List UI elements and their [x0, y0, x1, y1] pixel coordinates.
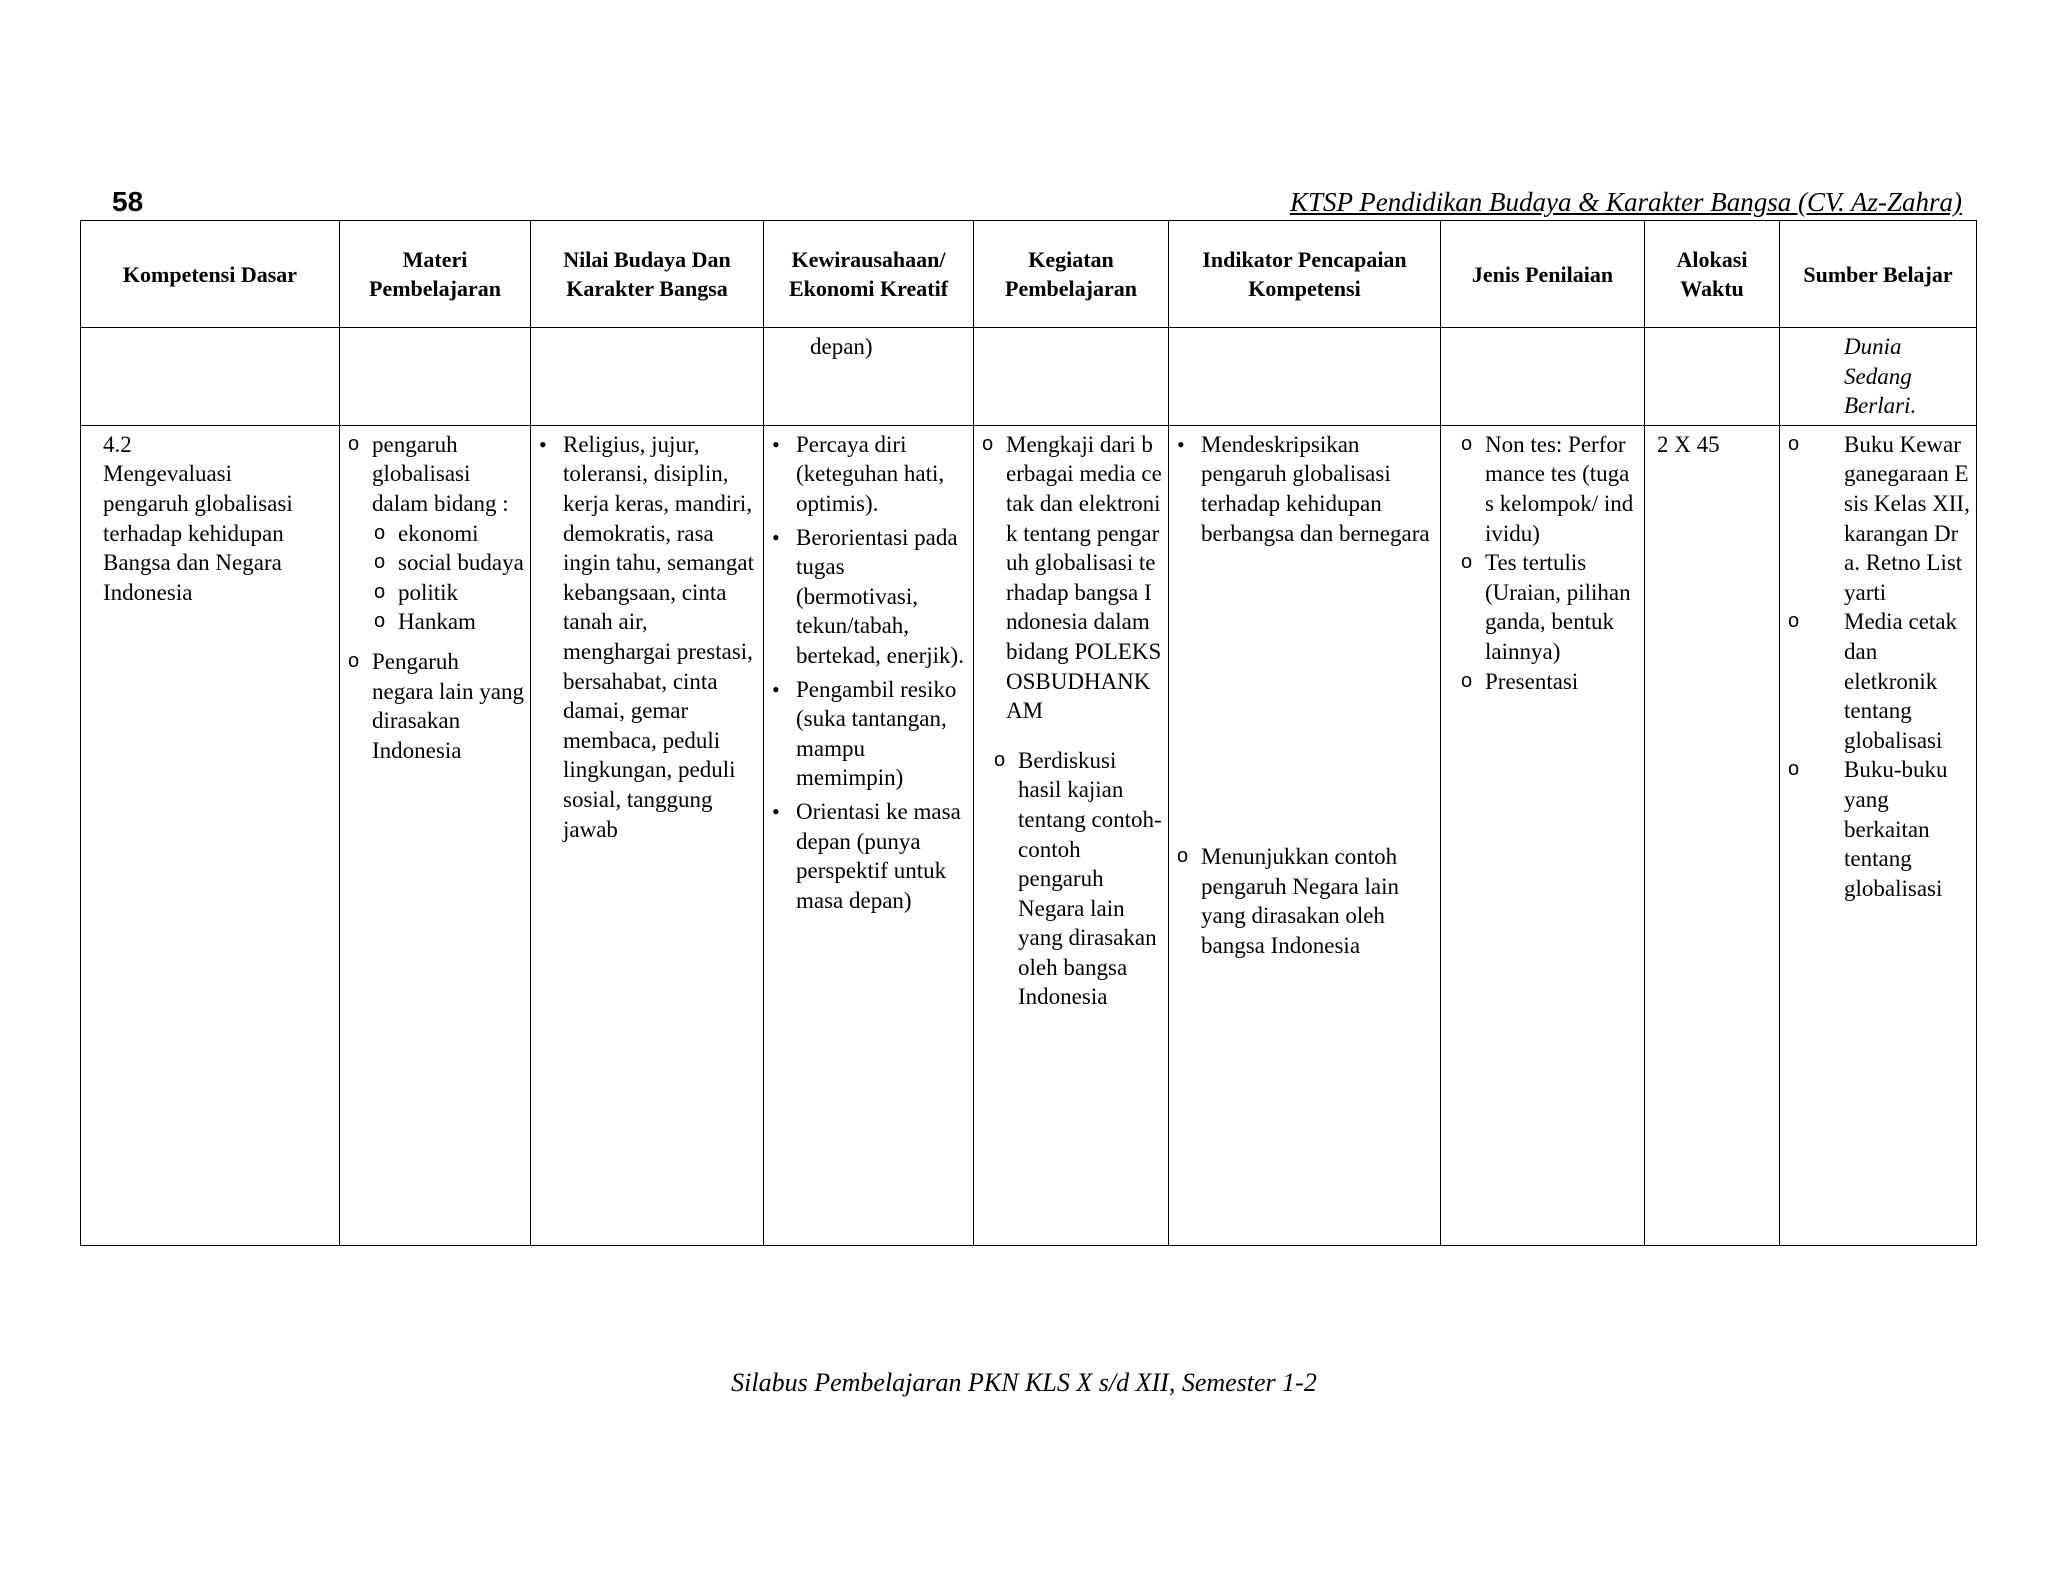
list-item: o politik — [372, 578, 524, 608]
materi-cell — [340, 425, 531, 1245]
list-item: o Buku Kewarganegaraan Esis Kelas XII, karangan Dra. Retno Listyarti — [1786, 430, 1970, 608]
list-item: o Buku-buku yang berkaitan tentang globalisasi — [1786, 755, 1970, 903]
list-item: • Pengambil resiko (suka tantangan, mampu memimpin) — [770, 675, 967, 793]
table-header-row — [81, 221, 1977, 328]
sumber-belajar-cell — [1780, 425, 1977, 1245]
table-row — [81, 425, 1977, 1245]
alokasi-waktu-cell: 2 X 45 — [1645, 425, 1780, 1245]
list-item: o Tes tertulis (Uraian, pilihan ganda, bentuk lainnya) — [1459, 548, 1638, 666]
page-number: 58 — [112, 186, 144, 217]
list-item: • Religius, jujur, toleransi, disiplin, kerja keras, mandiri, demokratis, rasa ingin tahu, semangat kebangsaan, cinta tanah air, menghargai prestasi, bersahabat, cinta damai, gemar membaca, peduli lingkungan, peduli sosial, tanggung jawab — [537, 430, 757, 844]
list-item: o Presentasi — [1459, 667, 1638, 697]
column-header: Kegiatan Pembelajaran — [974, 221, 1169, 328]
document-footer: Silabus Pembelajaran PKN KLS X s/d XII, Semester 1-2 — [731, 1368, 1317, 1397]
list-item: o Media cetak dan eletkronik tentang globalisasi — [1786, 607, 1970, 755]
list-item: o Menunjukkan contoh pengaruh Negara lain yang dirasakan oleh bangsa Indonesia — [1175, 842, 1434, 960]
column-header: Alokasi Waktu — [1645, 221, 1780, 328]
nilai-cell — [531, 425, 764, 1245]
column-header: Jenis Penilaian — [1441, 221, 1645, 328]
kewirausahaan-continuation: depan) — [764, 328, 974, 426]
list-item: o Hankam — [372, 607, 524, 637]
kd-text: Mengevaluasi pengaruh globalisasi terhadap kehidupan Bangsa dan Negara Indonesia — [103, 461, 293, 605]
list-item: • Mendeskripsikan pengaruh globalisasi terhadap kehidupan berbangsa dan bernegara — [1175, 430, 1434, 548]
sumber-continuation: Dunia Sedang Berlari. — [1780, 328, 1977, 426]
list-item: o Mengkaji dari berbagai media cetak dan elektronik tentang pengaruh globalisasi terhadap bangsa Indonesia dalam bidang POLEKSOSBUDHANKAM — [980, 430, 1162, 726]
list-item: • Percaya diri (keteguhan hati, optimis). — [770, 430, 967, 519]
list-item: • Orientasi ke masa depan (punya perspektif untuk masa depan) — [770, 797, 967, 915]
jenis-penilaian-cell — [1441, 425, 1645, 1245]
list-item: o Pengaruh negara lain yang dirasakan Indonesia — [346, 647, 524, 765]
kegiatan-cell — [974, 425, 1169, 1245]
kewirausahaan-cell — [764, 425, 974, 1245]
column-header: Kompetensi Dasar — [81, 221, 340, 328]
document-header-title: KTSP Pendidikan Budaya & Karakter Bangsa (CV. Az-Zahra) — [1290, 187, 1962, 217]
column-header: Nilai Budaya Dan Karakter Bangsa — [531, 221, 764, 328]
continuation-row — [81, 328, 1977, 426]
list-item: o Non tes: Performance tes (tugas kelompok/ individu) — [1459, 430, 1638, 548]
column-header: Sumber Belajar — [1780, 221, 1977, 328]
column-header: Kewirausahaan/ Ekonomi Kreatif — [764, 221, 974, 328]
column-header: Materi Pembelajaran — [340, 221, 531, 328]
indikator-cell — [1169, 425, 1441, 1245]
column-header: Indikator Pencapaian Kompetensi — [1169, 221, 1441, 328]
list-item: o ekonomi — [372, 519, 524, 549]
syllabus-table — [80, 220, 1977, 1246]
list-item: o social budaya — [372, 548, 524, 578]
list-item: • Berorientasi pada tugas (bermotivasi, tekun/tabah, bertekad, enerjik). — [770, 523, 967, 671]
list-item: o pengaruh globalisasi dalam bidang : — [346, 430, 524, 519]
kd-number: 4.2 — [103, 431, 132, 457]
list-item: o Berdiskusi hasil kajian tentang contoh-contoh pengaruh Negara lain yang dirasakan oleh bangsa Indonesia — [992, 746, 1162, 1012]
kompetensi-dasar-cell — [81, 425, 340, 1245]
